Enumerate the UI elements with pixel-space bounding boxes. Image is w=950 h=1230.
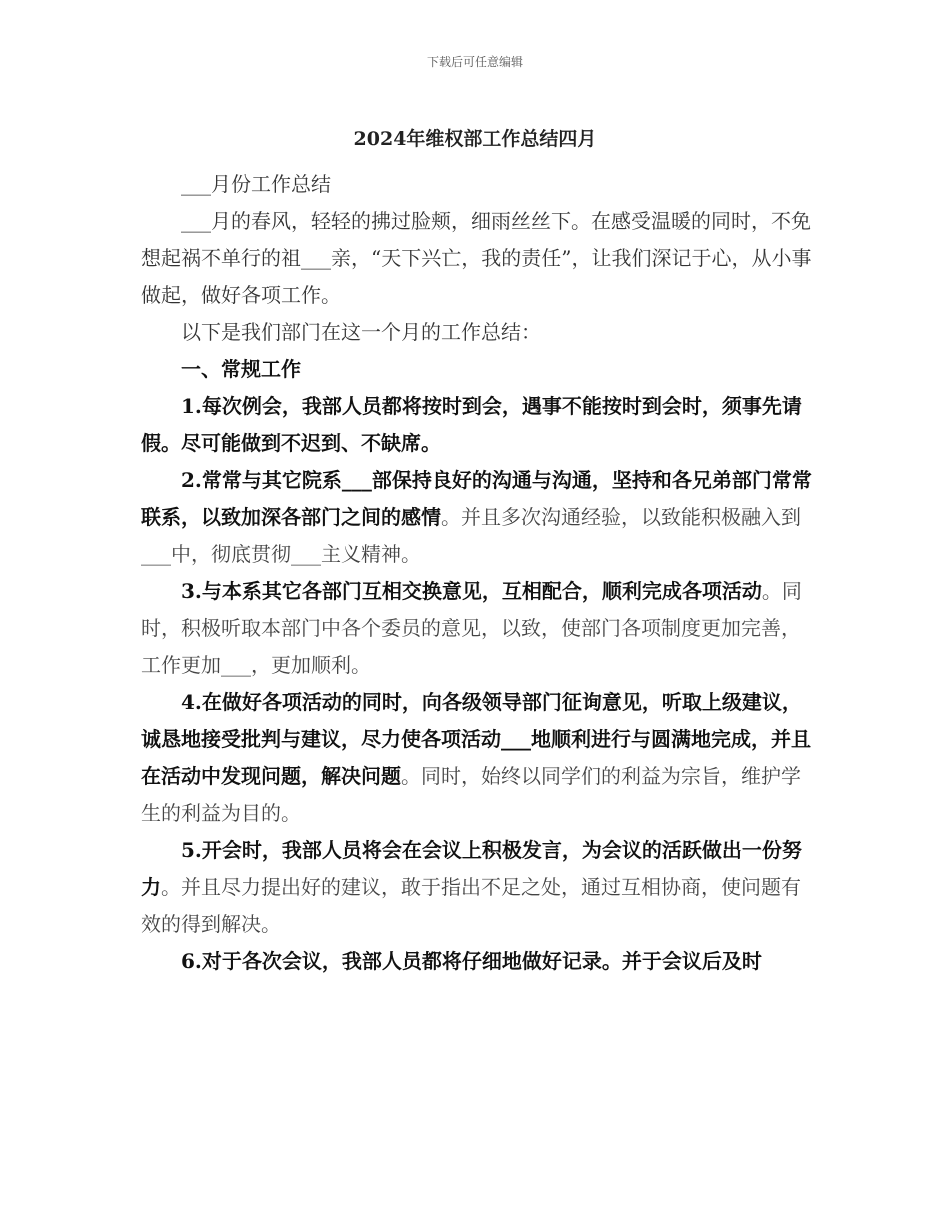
item-2 [141, 462, 813, 573]
document-body [141, 166, 813, 980]
item-5-bold: 5.开会时，我部人员将会在会议上积极发言，为会议的活跃做出一份努力 [141, 838, 802, 899]
header-note: 下载后可任意编辑 [426, 55, 523, 69]
item-1: 1.每次例会，我部人员都将按时到会，遇事不能按时到会时，须事先请假。尽可能做到不迟到、不缺席。 [141, 394, 802, 455]
document-title: 2024年维权部工作总结四月 [353, 128, 597, 150]
item-6: 6.对于各次会议，我部人员都将仔细地做好记录。并于会议后及时 [181, 949, 762, 973]
item-5-rest: 。并且尽力提出好的建议，敢于指出不足之处，通过互相协商，使问题有效的得到解决。 [141, 875, 801, 936]
item-3 [141, 573, 813, 684]
item-4-rest: 。同时，始终以同学们的利益为宗旨，维护学生的利益为目的。 [141, 764, 801, 825]
paragraph-intro: ___月的春风，轻轻的拂过脸颊，细雨丝丝下。在感受温暖的同时，不免想起祸不单行的祖___亲，“天下兴亡，我的责任”，让我们深记于心，从小事做起，做好各项工作。 [141, 209, 812, 307]
item-3-rest: 。同时，积极听取本部门中各个委员的意见，以致，使部门各项制度更加完善，工作更加___，更加顺利。 [141, 579, 802, 677]
item-2-bold: 2.常常与其它院系___部保持良好的沟通与沟通，坚持和各兄弟部门常常联系，以致加深各部门之间的感情 [141, 468, 812, 529]
paragraph-month-summary: ___月份工作总结 [181, 172, 331, 196]
paragraph-lead: 以下是我们部门在这一个月的工作总结： [181, 320, 541, 344]
item-3-bold: 3.与本系其它各部门互相交换意见，互相配合，顺利完成各项活动 [181, 579, 762, 603]
item-4 [141, 684, 813, 832]
item-2-rest: 。并且多次沟通经验，以致能积极融入到___中，彻底贯彻___主义精神。 [141, 505, 801, 566]
item-4-bold: 4.在做好各项活动的同时，向各级领导部门征询意见，听取上级建议，诚恳地接受批判与建议，尽力使各项活动___地顺利进行与圆满地完成，并且在活动中发现问题，解决问题 [141, 690, 811, 788]
section-heading-routine-work: 一、常规工作 [181, 357, 301, 381]
item-5 [141, 832, 813, 943]
